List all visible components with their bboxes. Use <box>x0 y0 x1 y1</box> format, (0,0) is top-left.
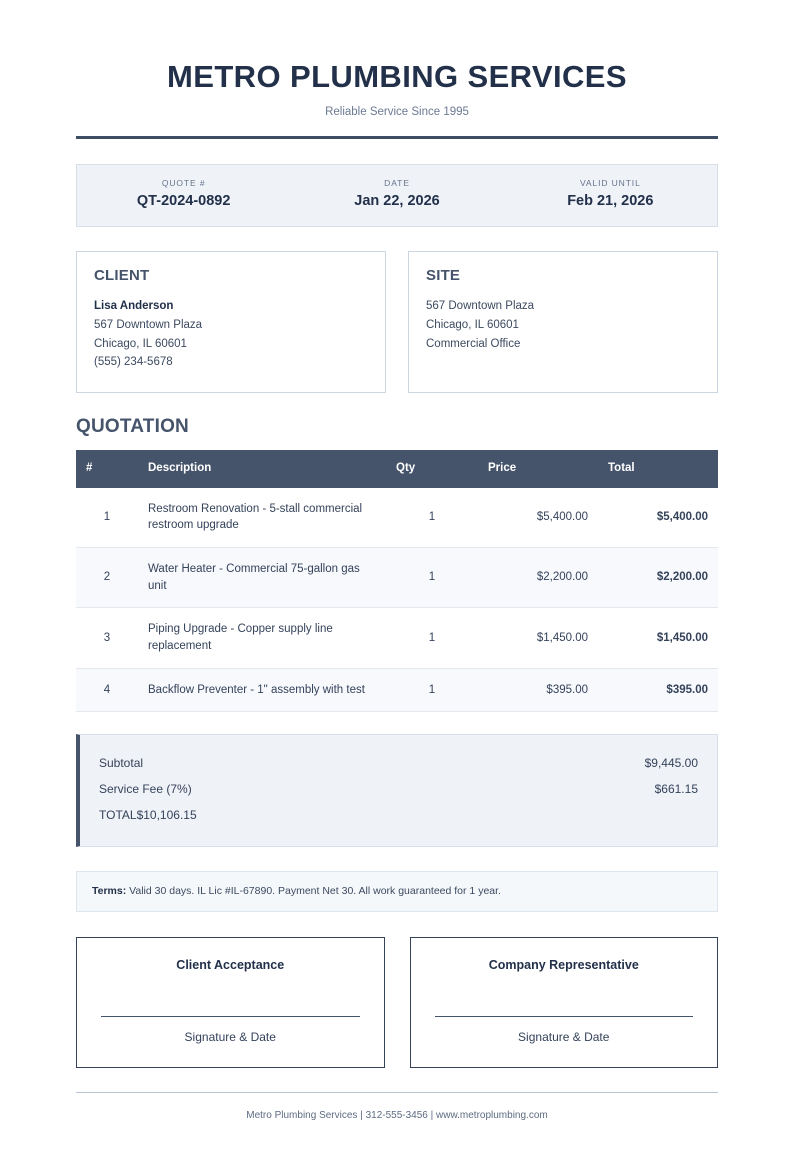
terms-label: Terms: <box>92 885 127 898</box>
terms-box <box>76 871 718 912</box>
meta-date-label: DATE <box>384 177 410 188</box>
client-signature-caption: Signature & Date <box>184 1029 276 1044</box>
row-total: $395.00 <box>598 668 718 712</box>
row-price: $5,400.00 <box>478 488 598 548</box>
row-price: $2,200.00 <box>478 547 598 607</box>
site-box-title: SITE <box>426 267 461 285</box>
terms-text: Valid 30 days. IL Lic #IL-67890. Payment Net 30. All work guaranteed for 1 year. <box>126 885 501 898</box>
client-box-title: CLIENT <box>94 267 150 285</box>
meta-valid-until-label: VALID UNTIL <box>579 177 641 188</box>
quotation-section-title: QUOTATION <box>76 415 189 437</box>
client-signature-line <box>101 1016 360 1017</box>
subtotal-row <box>99 751 698 777</box>
client-signature-box[interactable] <box>76 937 385 1068</box>
row-qty: 1 <box>386 547 478 607</box>
table-header-row <box>76 450 718 488</box>
column-header-index: # <box>76 450 138 488</box>
site-street: 567 Downtown Plaza <box>426 300 535 313</box>
company-signature-caption: Signature & Date <box>518 1029 610 1044</box>
company-signature-box[interactable] <box>410 937 719 1068</box>
document-header <box>76 60 718 139</box>
meta-date <box>290 179 503 210</box>
row-description: Restroom Renovation - 5-stall commercial restroom upgrade <box>138 488 386 548</box>
table-row <box>76 488 718 548</box>
service-fee-value: $661.15 <box>654 781 698 796</box>
meta-valid-until <box>504 179 717 210</box>
grand-total-row: TOTAL$10,106.15 <box>99 807 197 822</box>
row-index: 3 <box>76 608 138 668</box>
company-name: METRO PLUMBING SERVICES <box>167 59 627 94</box>
meta-quote-number-value: QT-2024-0892 <box>136 193 231 210</box>
row-qty: 1 <box>386 488 478 548</box>
column-header-description: Description <box>138 450 386 488</box>
client-name: Lisa Anderson <box>94 300 174 313</box>
row-total: $2,200.00 <box>598 547 718 607</box>
row-description: Piping Upgrade - Copper supply line replacement <box>138 608 386 668</box>
table-row <box>76 668 718 712</box>
column-header-qty: Qty <box>386 450 478 488</box>
client-city: Chicago, IL 60601 <box>94 337 187 350</box>
row-qty: 1 <box>386 608 478 668</box>
row-price: $1,450.00 <box>478 608 598 668</box>
company-signature-line <box>435 1016 694 1017</box>
site-type: Commercial Office <box>426 337 521 350</box>
row-index: 4 <box>76 668 138 712</box>
row-total: $1,450.00 <box>598 608 718 668</box>
subtotal-label: Subtotal <box>99 756 144 771</box>
column-header-total: Total <box>598 450 718 488</box>
row-qty: 1 <box>386 668 478 712</box>
document-footer: Metro Plumbing Services | 312-555-3456 | www.metroplumbing.com <box>76 1092 718 1122</box>
service-fee-row <box>99 777 698 803</box>
client-phone: (555) 234-5678 <box>94 356 173 369</box>
company-signature-title: Company Representative <box>488 957 639 972</box>
meta-quote-number-label: QUOTE # <box>161 177 206 188</box>
site-city: Chicago, IL 60601 <box>426 318 519 331</box>
meta-date-value: Jan 22, 2026 <box>354 193 440 210</box>
totals-panel <box>76 734 718 847</box>
table-row <box>76 547 718 607</box>
client-box <box>76 251 386 393</box>
row-description: Water Heater - Commercial 75-gallon gas unit <box>138 547 386 607</box>
row-price: $395.00 <box>478 668 598 712</box>
table-row <box>76 608 718 668</box>
service-fee-label: Service Fee (7%) <box>99 781 192 796</box>
quote-meta-bar <box>76 164 718 227</box>
meta-valid-until-value: Feb 21, 2026 <box>567 193 654 210</box>
company-tagline: Reliable Service Since 1995 <box>325 106 469 119</box>
row-index: 1 <box>76 488 138 548</box>
signatures-section <box>76 937 718 1068</box>
column-header-price: Price <box>478 450 598 488</box>
row-description: Backflow Preventer - 1" assembly with test <box>138 668 386 712</box>
row-total: $5,400.00 <box>598 488 718 548</box>
parties-section <box>76 251 718 393</box>
site-box <box>408 251 718 393</box>
subtotal-value: $9,445.00 <box>644 756 698 771</box>
meta-quote-number <box>77 179 290 210</box>
client-signature-title: Client Acceptance <box>176 957 285 972</box>
quotation-table <box>76 450 718 713</box>
client-street: 567 Downtown Plaza <box>94 318 203 331</box>
row-index: 2 <box>76 547 138 607</box>
